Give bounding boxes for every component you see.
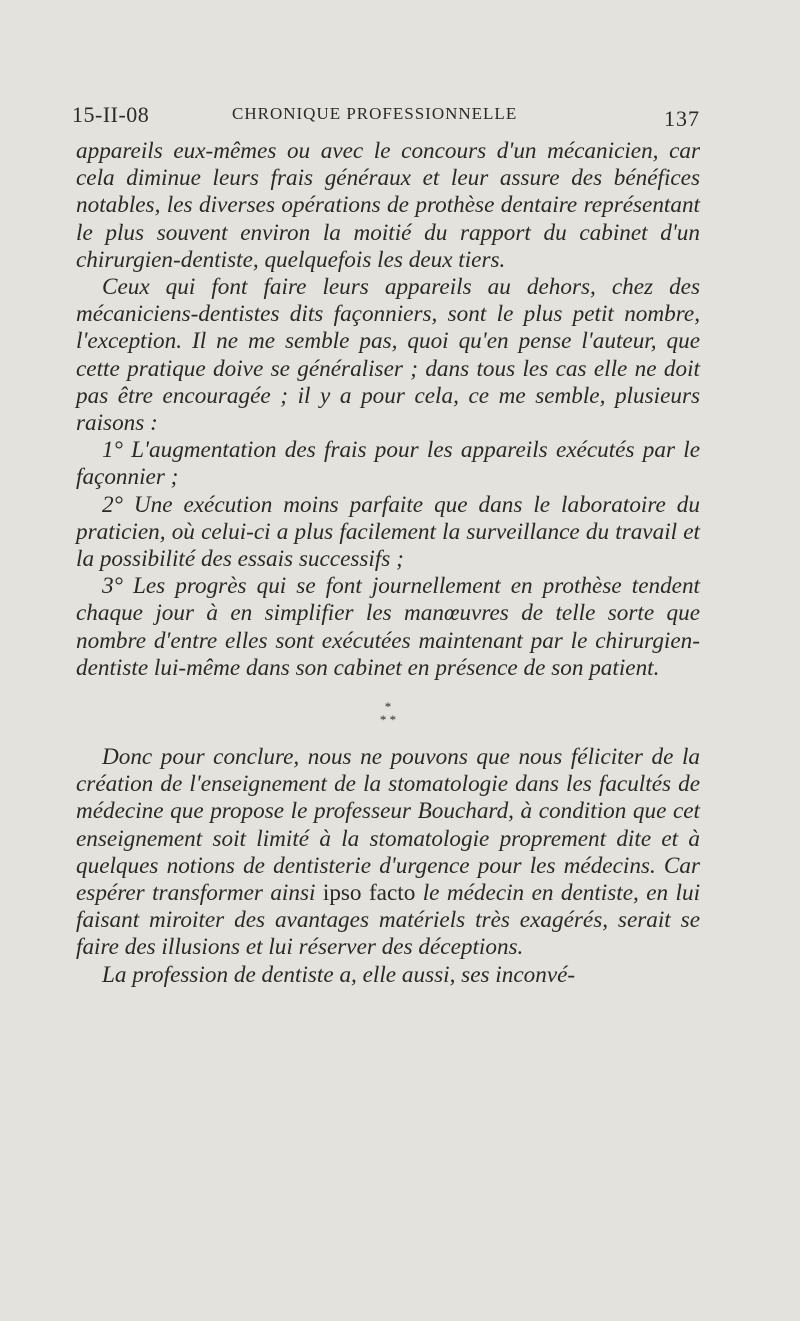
section-separator [76,700,700,726]
list-item-2: 2° Une exécution moins parfaite que dans le laboratoire du praticien, où celui-ci a plus facilement la surveillance du travail et la possibilité des essais successifs ; [76,491,700,573]
paragraph-conclusion [76,744,700,962]
paragraph-last: La profession de dentiste a, elle aussi, ses inconvé- [102,961,576,988]
separator-bottom-asterisks: * * [379,712,397,728]
paragraph-continuation: appareils eux-mêmes ou avec le concours d'un mécanicien, car cela diminue leurs frais généraux et leur assure des bénéfices notables, les diverses opérations de prothèse dentaire représentant le plus souvent environ la moitié du rapport du cabinet d'un chirurgien-dentiste, quelquefois les deux tiers. [76,138,700,273]
latin-phrase: ipso facto [322,880,416,907]
conclusion-text-after: le médecin en dentiste, en lui faisant miroiter des avantages matériels très exagérés, serait se faire des illusions et lui réserver des déceptions. [76,880,701,961]
paragraph-facconniers: Ceux qui font faire leurs appareils au dehors, chez des mécaniciens-dentistes dits façonniers, sont le plus petit nombre, l'exception. Il ne me semble pas, quoi qu'en pense l'auteur, que cette pratique doive se généraliser ; dans tous les cas elle ne doit pas être encouragée ; il y a pour cela, ce me semble, plusieurs raisons : [76,274,700,437]
header-title: CHRONIQUE PROFESSIONNELLE [232,104,518,123]
page-body [76,138,700,989]
conclusion-text-before: Donc pour conclure, nous ne pouvons que nous féliciter de la création de l'enseignement de la stomatologie dans les facultés de médecine que propose le professeur Bouchard, à condition que cet enseignement soit limité à la stomatologie proprement dite et à quelques notions de dentisterie d'urgence pour les médecins. Car espérer transformer ainsi [76,744,700,907]
running-header [72,102,710,132]
list-item-1: 1° L'augmentation des frais pour les appareils exécutés par le façonnier ; [76,437,700,491]
separator-top-asterisk: * [384,699,392,715]
list-item-3: 3° Les progrès qui se font journellement en prothèse tendent chaque jour à en simplifier les manœuvres de telle sorte que nombre d'entre elles sont exécutées maintenant par le chirurgien-dentiste lui-même dans son cabinet en présence de son patient. [76,573,700,681]
header-date: 15-II-08 [72,102,150,127]
page-number: 137 [664,106,700,131]
